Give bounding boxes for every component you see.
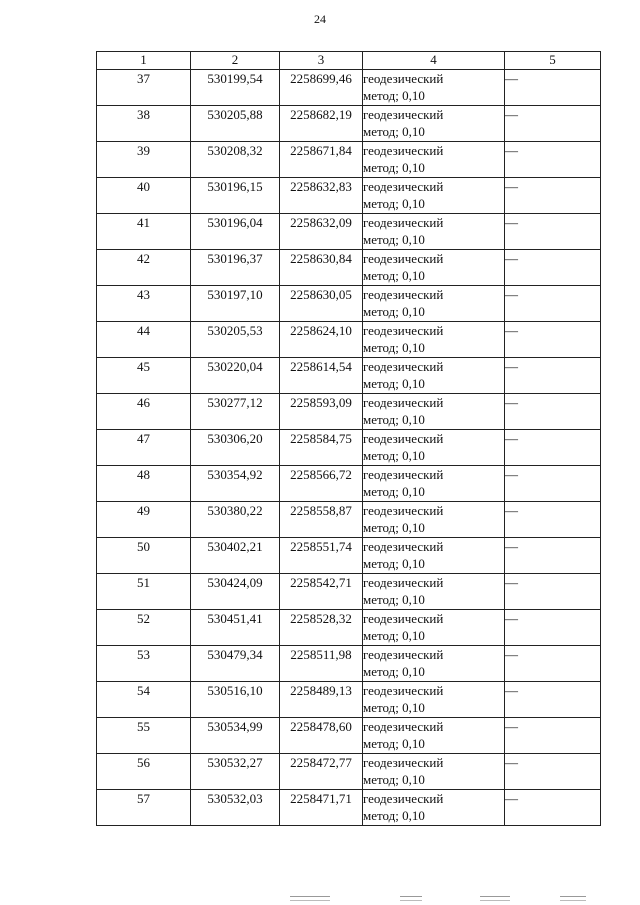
point-number: 40 (97, 178, 191, 214)
header-col-4: 4 (363, 52, 505, 70)
coordinate-y: 2258511,98 (280, 646, 363, 682)
point-number: 39 (97, 142, 191, 178)
coordinate-y: 2258551,74 (280, 538, 363, 574)
method-line-1: геодезический (363, 431, 444, 446)
note-cell: — (505, 610, 601, 646)
note-cell: — (505, 178, 601, 214)
point-number: 50 (97, 538, 191, 574)
note-cell: — (505, 70, 601, 106)
note-cell: — (505, 250, 601, 286)
coordinate-x: 530220,04 (191, 358, 280, 394)
coordinate-y: 2258478,60 (280, 718, 363, 754)
method-cell (363, 358, 505, 394)
method-line-1: геодезический (363, 467, 444, 482)
method-line-1: геодезический (363, 107, 444, 122)
coordinate-x: 530277,12 (191, 394, 280, 430)
coordinate-x: 530516,10 (191, 682, 280, 718)
point-number: 52 (97, 610, 191, 646)
table-row (97, 466, 601, 502)
note-cell: — (505, 322, 601, 358)
coordinate-y: 2258528,32 (280, 610, 363, 646)
note-cell: — (505, 214, 601, 250)
method-cell (363, 466, 505, 502)
coordinate-x: 530196,15 (191, 178, 280, 214)
method-cell (363, 214, 505, 250)
method-line-2: метод; 0,10 (363, 448, 425, 463)
coordinate-x: 530205,88 (191, 106, 280, 142)
method-cell (363, 610, 505, 646)
coordinate-x: 530424,09 (191, 574, 280, 610)
note-cell: — (505, 106, 601, 142)
point-number: 43 (97, 286, 191, 322)
coordinate-y: 2258624,10 (280, 322, 363, 358)
coordinate-y: 2258542,71 (280, 574, 363, 610)
note-cell: — (505, 682, 601, 718)
note-cell: — (505, 430, 601, 466)
table-row (97, 70, 601, 106)
method-line-1: геодезический (363, 719, 444, 734)
method-line-2: метод; 0,10 (363, 412, 425, 427)
scan-mark (560, 896, 586, 901)
method-line-1: геодезический (363, 359, 444, 374)
coordinate-x: 530534,99 (191, 718, 280, 754)
method-line-1: геодезический (363, 683, 444, 698)
method-line-2: метод; 0,10 (363, 592, 425, 607)
coordinate-y: 2258584,75 (280, 430, 363, 466)
note-cell: — (505, 142, 601, 178)
table-row (97, 682, 601, 718)
method-cell (363, 70, 505, 106)
coordinate-x: 530208,32 (191, 142, 280, 178)
table-row (97, 754, 601, 790)
point-number: 49 (97, 502, 191, 538)
method-cell (363, 178, 505, 214)
point-number: 41 (97, 214, 191, 250)
method-cell (363, 142, 505, 178)
point-number: 47 (97, 430, 191, 466)
coordinate-x: 530402,21 (191, 538, 280, 574)
method-line-2: метод; 0,10 (363, 232, 425, 247)
header-col-1: 1 (97, 52, 191, 70)
method-line-2: метод; 0,10 (363, 88, 425, 103)
coordinate-x: 530380,22 (191, 502, 280, 538)
method-cell (363, 790, 505, 826)
header-col-3: 3 (280, 52, 363, 70)
table-body (97, 70, 601, 826)
method-line-1: геодезический (363, 179, 444, 194)
scan-mark (400, 896, 422, 901)
method-line-1: геодезический (363, 791, 444, 806)
coordinate-x: 530199,54 (191, 70, 280, 106)
method-cell (363, 574, 505, 610)
coordinate-x: 530354,92 (191, 466, 280, 502)
method-line-2: метод; 0,10 (363, 124, 425, 139)
method-line-2: метод; 0,10 (363, 376, 425, 391)
footer-scan-marks (290, 896, 620, 902)
coordinate-y: 2258699,46 (280, 70, 363, 106)
method-line-1: геодезический (363, 539, 444, 554)
table-row (97, 214, 601, 250)
method-line-2: метод; 0,10 (363, 556, 425, 571)
table-row (97, 574, 601, 610)
point-number: 44 (97, 322, 191, 358)
method-line-1: геодезический (363, 575, 444, 590)
point-number: 51 (97, 574, 191, 610)
point-number: 54 (97, 682, 191, 718)
method-cell (363, 754, 505, 790)
table-row (97, 250, 601, 286)
coordinate-x: 530479,34 (191, 646, 280, 682)
method-line-2: метод; 0,10 (363, 664, 425, 679)
method-line-2: метод; 0,10 (363, 736, 425, 751)
method-cell (363, 106, 505, 142)
note-cell: — (505, 754, 601, 790)
coordinate-y: 2258632,09 (280, 214, 363, 250)
table-row (97, 538, 601, 574)
method-line-1: геодезический (363, 755, 444, 770)
header-col-5: 5 (505, 52, 601, 70)
header-col-2: 2 (191, 52, 280, 70)
coordinate-x: 530306,20 (191, 430, 280, 466)
coordinate-x: 530196,37 (191, 250, 280, 286)
table-row (97, 142, 601, 178)
point-number: 45 (97, 358, 191, 394)
method-cell (363, 682, 505, 718)
method-line-2: метод; 0,10 (363, 160, 425, 175)
method-cell (363, 502, 505, 538)
note-cell: — (505, 358, 601, 394)
method-line-1: геодезический (363, 647, 444, 662)
coordinate-y: 2258671,84 (280, 142, 363, 178)
method-line-2: метод; 0,10 (363, 700, 425, 715)
method-line-1: геодезический (363, 287, 444, 302)
method-line-2: метод; 0,10 (363, 304, 425, 319)
coordinate-y: 2258682,19 (280, 106, 363, 142)
coordinate-y: 2258558,87 (280, 502, 363, 538)
note-cell: — (505, 574, 601, 610)
coordinates-table (96, 51, 601, 826)
method-line-2: метод; 0,10 (363, 808, 425, 823)
coordinate-x: 530196,04 (191, 214, 280, 250)
coordinate-x: 530532,27 (191, 754, 280, 790)
coordinate-x: 530451,41 (191, 610, 280, 646)
method-line-1: геодезический (363, 503, 444, 518)
point-number: 53 (97, 646, 191, 682)
method-line-2: метод; 0,10 (363, 340, 425, 355)
table-row (97, 286, 601, 322)
point-number: 57 (97, 790, 191, 826)
scan-mark (290, 896, 330, 901)
note-cell: — (505, 394, 601, 430)
table-row (97, 322, 601, 358)
point-number: 42 (97, 250, 191, 286)
coordinate-x: 530197,10 (191, 286, 280, 322)
table-row (97, 790, 601, 826)
coordinate-y: 2258630,84 (280, 250, 363, 286)
point-number: 48 (97, 466, 191, 502)
method-line-1: геодезический (363, 323, 444, 338)
coordinate-y: 2258632,83 (280, 178, 363, 214)
note-cell: — (505, 502, 601, 538)
coordinate-y: 2258566,72 (280, 466, 363, 502)
method-line-1: геодезический (363, 215, 444, 230)
coordinate-y: 2258630,05 (280, 286, 363, 322)
coordinate-y: 2258471,71 (280, 790, 363, 826)
method-line-1: геодезический (363, 395, 444, 410)
method-cell (363, 430, 505, 466)
table-row (97, 646, 601, 682)
table-row (97, 358, 601, 394)
note-cell: — (505, 466, 601, 502)
table-row (97, 394, 601, 430)
coordinate-y: 2258593,09 (280, 394, 363, 430)
point-number: 56 (97, 754, 191, 790)
note-cell: — (505, 646, 601, 682)
method-line-2: метод; 0,10 (363, 772, 425, 787)
table-row (97, 610, 601, 646)
coordinate-y: 2258614,54 (280, 358, 363, 394)
coordinate-x: 530532,03 (191, 790, 280, 826)
table-header-row (97, 52, 601, 70)
method-line-1: геодезический (363, 251, 444, 266)
note-cell: — (505, 718, 601, 754)
method-line-2: метод; 0,10 (363, 196, 425, 211)
method-line-2: метод; 0,10 (363, 484, 425, 499)
method-line-2: метод; 0,10 (363, 628, 425, 643)
coordinate-x: 530205,53 (191, 322, 280, 358)
method-line-1: геодезический (363, 143, 444, 158)
method-cell (363, 538, 505, 574)
table-row (97, 178, 601, 214)
point-number: 46 (97, 394, 191, 430)
table-row (97, 718, 601, 754)
point-number: 38 (97, 106, 191, 142)
note-cell: — (505, 286, 601, 322)
method-cell (363, 646, 505, 682)
scan-mark (480, 896, 510, 901)
method-cell (363, 718, 505, 754)
coordinate-y: 2258489,13 (280, 682, 363, 718)
note-cell: — (505, 538, 601, 574)
method-line-1: геодезический (363, 611, 444, 626)
note-cell: — (505, 790, 601, 826)
method-cell (363, 250, 505, 286)
coordinate-y: 2258472,77 (280, 754, 363, 790)
method-cell (363, 322, 505, 358)
table-row (97, 106, 601, 142)
table-row (97, 502, 601, 538)
method-line-2: метод; 0,10 (363, 268, 425, 283)
method-line-2: метод; 0,10 (363, 520, 425, 535)
table-row (97, 430, 601, 466)
method-cell (363, 394, 505, 430)
page-number: 24 (314, 12, 326, 26)
method-cell (363, 286, 505, 322)
point-number: 37 (97, 70, 191, 106)
point-number: 55 (97, 718, 191, 754)
method-line-1: геодезический (363, 71, 444, 86)
